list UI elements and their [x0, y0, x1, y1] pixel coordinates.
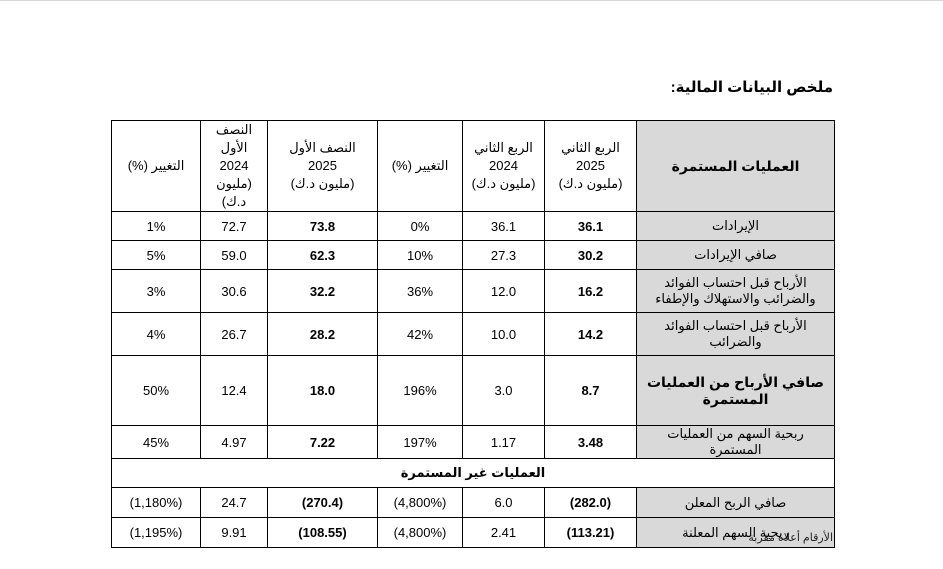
cell-h1-2025: (108.55): [268, 518, 378, 548]
cell-q2-2025: 8.7: [545, 356, 637, 426]
cell-q2-2024: 10.0: [463, 313, 545, 356]
financial-summary-table: [111, 120, 835, 548]
cell-h-change: 1%: [112, 212, 201, 241]
section-label-discontinued: العمليات غير المستمرة: [112, 459, 835, 488]
cell-q-change: (4,800%): [378, 518, 463, 548]
cell-h1-2024: 12.4: [201, 356, 268, 426]
cell-h1-2024: 72.7: [201, 212, 268, 241]
cell-h-change: 3%: [112, 270, 201, 313]
table-row: [112, 426, 835, 459]
cell-q2-2024: 27.3: [463, 241, 545, 270]
cell-h-change: 50%: [112, 356, 201, 426]
row-label: ربحية السهم المعلنة: [637, 518, 835, 548]
header-h1-2025: النصف الأول 2025 (مليون د.ك): [268, 121, 378, 212]
cell-q2-2025: 36.1: [545, 212, 637, 241]
cell-h-change: (1,180%): [112, 488, 201, 518]
table-row: [112, 212, 835, 241]
cell-q2-2024: 36.1: [463, 212, 545, 241]
cell-h1-2025: 62.3: [268, 241, 378, 270]
cell-q-change: 196%: [378, 356, 463, 426]
cell-h-change: 4%: [112, 313, 201, 356]
cell-h1-2024: 4.97: [201, 426, 268, 459]
row-label: الأرباح قبل احتساب الفوائد والضرائب والاستهلاك والإطفاء: [637, 270, 835, 313]
cell-h1-2024: 26.7: [201, 313, 268, 356]
row-label: صافي الإيرادات: [637, 241, 835, 270]
header-section-label: العمليات المستمرة: [637, 121, 835, 212]
cell-h1-2024: 30.6: [201, 270, 268, 313]
cell-h1-2025: (270.4): [268, 488, 378, 518]
page-title: ملخص البيانات المالية:: [670, 79, 833, 96]
row-label: الأرباح قبل احتساب الفوائد والضرائب: [637, 313, 835, 356]
cell-q-change: 42%: [378, 313, 463, 356]
cell-h1-2025: 18.0: [268, 356, 378, 426]
cell-h1-2025: 73.8: [268, 212, 378, 241]
cell-q-change: 197%: [378, 426, 463, 459]
cell-h1-2024: 59.0: [201, 241, 268, 270]
cell-q2-2024: 6.0: [463, 488, 545, 518]
table-row: [112, 241, 835, 270]
row-label: صافي الأرباح من العمليات المستمرة: [637, 356, 835, 426]
cell-q2-2024: 1.17: [463, 426, 545, 459]
cell-h1-2024: 9.91: [201, 518, 268, 548]
table-header-row: [112, 121, 835, 212]
cell-h1-2025: 32.2: [268, 270, 378, 313]
cell-q-change: (4,800%): [378, 488, 463, 518]
table-row: [112, 313, 835, 356]
header-q2-2025: الربع الثاني 2025 (مليون د.ك): [545, 121, 637, 212]
cell-h1-2025: 28.2: [268, 313, 378, 356]
header-h1-2024: النصف الأول 2024 (مليون د.ك): [201, 121, 268, 212]
cell-q2-2025: (113.21): [545, 518, 637, 548]
header-q2-2024: الربع الثاني 2024 (مليون د.ك): [463, 121, 545, 212]
top-border: [0, 0, 943, 1]
cell-h1-2024: 24.7: [201, 488, 268, 518]
cell-h-change: 5%: [112, 241, 201, 270]
table-row: [112, 270, 835, 313]
header-h-change: التغيير (%): [112, 121, 201, 212]
cell-q2-2025: 16.2: [545, 270, 637, 313]
header-q-change: التغيير (%): [378, 121, 463, 212]
cell-q-change: 0%: [378, 212, 463, 241]
cell-h1-2025: 7.22: [268, 426, 378, 459]
cell-q2-2025: (282.0): [545, 488, 637, 518]
table-row: [112, 356, 835, 426]
cell-q2-2025: 14.2: [545, 313, 637, 356]
cell-q-change: 10%: [378, 241, 463, 270]
cell-q2-2024: 3.0: [463, 356, 545, 426]
cell-q2-2024: 2.41: [463, 518, 545, 548]
cell-q2-2024: 12.0: [463, 270, 545, 313]
footnote: الأرقام أعلاه مقربة: [748, 532, 833, 544]
row-label: ربحية السهم من العمليات المستمرة: [637, 426, 835, 459]
row-label: صافي الربح المعلن: [637, 488, 835, 518]
table-row: [112, 488, 835, 518]
section-row: [112, 459, 835, 488]
cell-q2-2025: 30.2: [545, 241, 637, 270]
cell-h-change: (1,195%): [112, 518, 201, 548]
cell-q-change: 36%: [378, 270, 463, 313]
cell-h-change: 45%: [112, 426, 201, 459]
row-label: الإيرادات: [637, 212, 835, 241]
cell-q2-2025: 3.48: [545, 426, 637, 459]
table-row: [112, 518, 835, 548]
